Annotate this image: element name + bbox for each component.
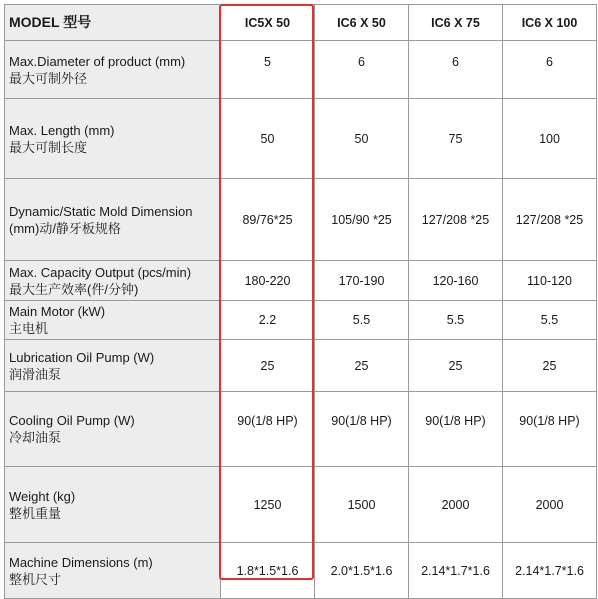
spec-value: 89/76*25 (221, 179, 315, 261)
spec-value: 6 (409, 41, 503, 99)
spec-label (5, 41, 221, 99)
spec-label-cn: 冷却油泵 (9, 430, 62, 445)
spec-label-en: Max.Diameter of product (mm) (9, 53, 186, 69)
spec-value: 170-190 (315, 261, 409, 301)
spec-label (5, 99, 221, 179)
spec-value: 1500 (315, 467, 409, 543)
spec-value: 127/208 *25 (503, 179, 597, 261)
spec-value: 6 (315, 41, 409, 99)
spec-value: 5.5 (409, 301, 503, 340)
spec-label-cn: 主电机 (9, 321, 49, 336)
spec-value: 2.2 (221, 301, 315, 340)
model-label: MODEL 型号 (5, 5, 221, 41)
spec-value: 127/208 *25 (409, 179, 503, 261)
spec-value: 2.14*1.7*1.6 (409, 543, 503, 599)
spec-value: 105/90 *25 (315, 179, 409, 261)
model-header: IC6 X 100 (503, 5, 597, 41)
spec-value: 2.14*1.7*1.6 (503, 543, 597, 599)
spec-value: 5.5 (315, 301, 409, 340)
model-header: IC5X 50 (221, 5, 315, 41)
spec-label (5, 543, 221, 599)
spec-row-capacity-output (5, 261, 597, 301)
spec-label (5, 340, 221, 392)
spec-label-en: Machine Dimensions (m) (9, 554, 153, 570)
spec-row-machine-dimensions (5, 543, 597, 599)
spec-value: 50 (315, 99, 409, 179)
model-header: IC6 X 50 (315, 5, 409, 41)
spec-value: 6 (503, 41, 597, 99)
spec-value: 90(1/8 HP) (315, 392, 409, 467)
spec-row-max-diameter (5, 41, 597, 99)
spec-value: 5.5 (503, 301, 597, 340)
spec-value: 90(1/8 HP) (409, 392, 503, 467)
spec-value: 25 (315, 340, 409, 392)
spec-value: 120-160 (409, 261, 503, 301)
spec-label (5, 392, 221, 467)
spec-table (4, 4, 597, 599)
spec-value: 25 (409, 340, 503, 392)
spec-label-en: Dynamic/Static Mold Dimension (9, 203, 193, 219)
spec-value: 5 (221, 41, 315, 99)
spec-label-en: Max. Length (mm) (9, 122, 115, 138)
spec-value: 1.8*1.5*1.6 (221, 543, 315, 599)
spec-row-lubrication-pump (5, 340, 597, 392)
spec-row-weight (5, 467, 597, 543)
spec-label (5, 179, 221, 261)
spec-value: 110-120 (503, 261, 597, 301)
spec-value: 25 (503, 340, 597, 392)
spec-label-cn: 整机重量 (9, 505, 62, 521)
spec-value: 180-220 (221, 261, 315, 301)
spec-value: 2.0*1.5*1.6 (315, 543, 409, 599)
spec-label-cn: 最大生产效率(件/分钟) (9, 281, 139, 297)
spec-label-cn: 最大可制外径 (9, 70, 88, 86)
spec-row-cooling-pump (5, 392, 597, 467)
spec-value: 90(1/8 HP) (221, 392, 315, 467)
spec-label-en: Main Motor (kW) (9, 304, 106, 319)
spec-label-en: Cooling Oil Pump (W) (9, 413, 135, 428)
spec-label-en: Lubrication Oil Pump (W) (9, 349, 155, 365)
spec-label-en: Weight (kg) (9, 488, 76, 504)
spec-label (5, 467, 221, 543)
spec-label-cn: 最大可制长度 (9, 139, 88, 155)
spec-value: 1250 (221, 467, 315, 543)
spec-label-cn: 润滑油泵 (9, 366, 62, 382)
spec-row-max-length (5, 99, 597, 179)
header-row (5, 5, 597, 41)
spec-value: 100 (503, 99, 597, 179)
spec-label (5, 261, 221, 301)
spec-row-mold-dimension (5, 179, 597, 261)
spec-label-en: Max. Capacity Output (pcs/min) (9, 264, 192, 280)
spec-label-cn: (mm)动/静牙板规格 (9, 220, 121, 236)
spec-row-main-motor (5, 301, 597, 340)
spec-label (5, 301, 221, 340)
spec-value: 50 (221, 99, 315, 179)
spec-value: 25 (221, 340, 315, 392)
spec-value: 2000 (503, 467, 597, 543)
spec-value: 2000 (409, 467, 503, 543)
model-header: IC6 X 75 (409, 5, 503, 41)
spec-value: 90(1/8 HP) (503, 392, 597, 467)
spec-label-cn: 整机尺寸 (9, 571, 62, 587)
spec-value: 75 (409, 99, 503, 179)
